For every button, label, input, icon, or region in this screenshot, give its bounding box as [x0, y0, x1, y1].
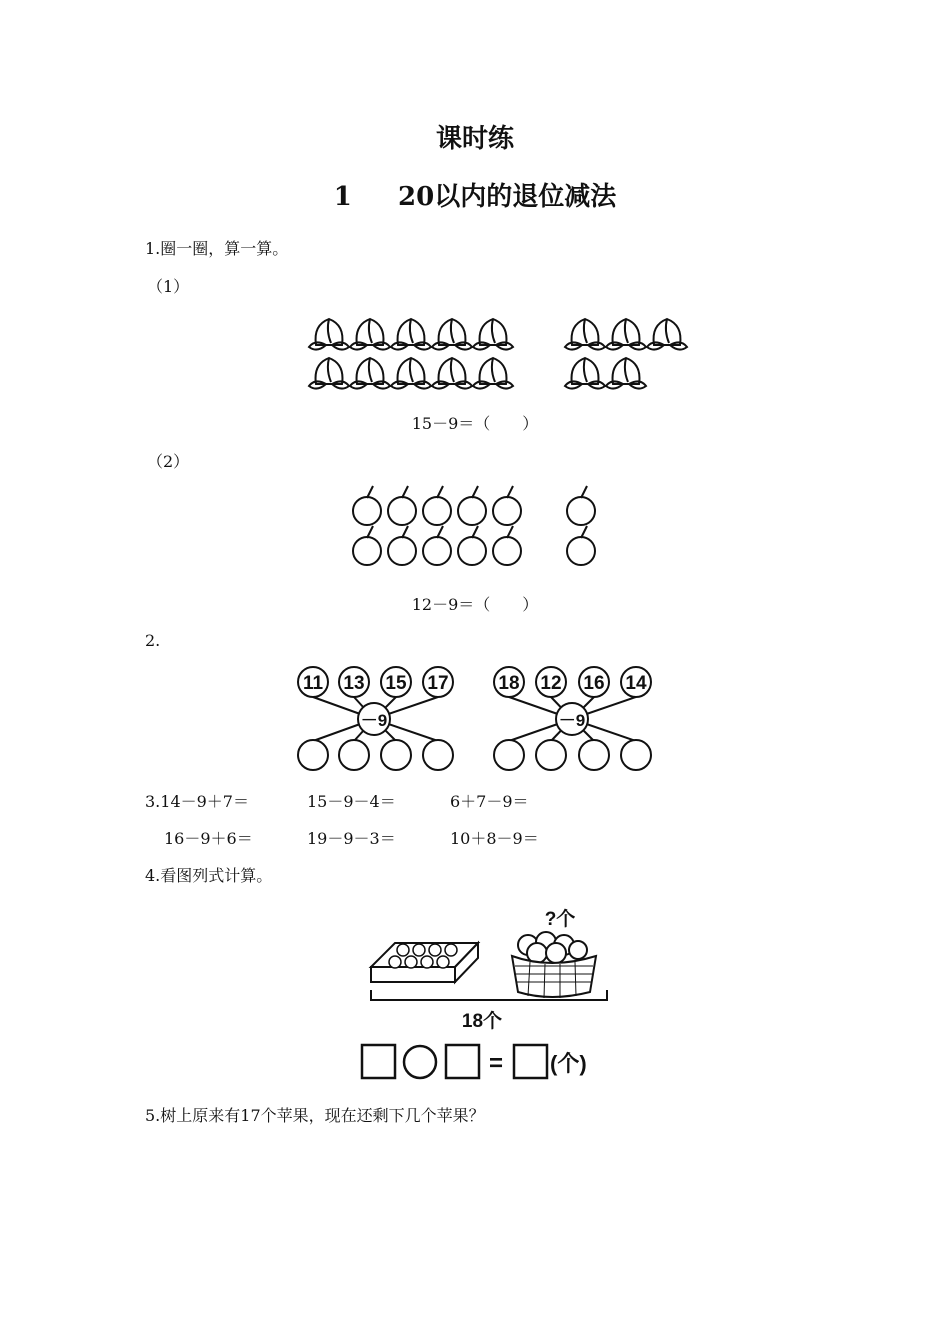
q3-expr: 6＋7－9＝ — [450, 792, 529, 811]
right-top-number: 16 — [583, 673, 605, 694]
left-top-number: 11 — [302, 673, 324, 694]
total-count-label: 18个 — [461, 1011, 503, 1032]
q3-expr: 3.14－9＋7＝ — [145, 792, 249, 811]
question-5-label: 5.树上原来有17个苹果，现在还剩下几个苹果？ — [145, 1106, 485, 1125]
answer-box-result[interactable] — [514, 1045, 547, 1078]
question-1-part-2-equation: 12－9＝（ ） — [411, 595, 539, 614]
left-top-number: 15 — [385, 673, 407, 694]
basket — [512, 932, 596, 997]
question-1-part-1-label: （1） — [147, 277, 190, 296]
unit-label: (个) — [550, 1051, 587, 1076]
q3-expr: 10＋8－9＝ — [450, 829, 539, 848]
worksheet-title: 课时练 — [435, 124, 514, 154]
right-top-number: 12 — [540, 673, 562, 694]
operator-answer-circle[interactable] — [404, 1046, 436, 1078]
box-front — [371, 967, 455, 982]
answer-box-2[interactable] — [446, 1045, 479, 1078]
lesson-name: 20以内的退位减法 — [398, 182, 617, 212]
q3-expr: 15－9－4＝ — [307, 792, 396, 811]
right-top-number: 14 — [625, 673, 647, 694]
left-operator: －9 — [360, 711, 388, 730]
left-top-number: 13 — [343, 673, 365, 694]
answer-box-1[interactable] — [362, 1045, 395, 1078]
q3-expr: 16－9＋6＝ — [164, 829, 253, 848]
unknown-count-label: ?个 — [544, 909, 576, 930]
right-operator: －9 — [558, 711, 586, 730]
right-top-number: 18 — [498, 673, 520, 694]
lesson-number: 1 — [333, 182, 352, 212]
question-1-part-2-label: （2） — [147, 452, 190, 471]
question-1-label: 1.圈一圈，算一算。 — [145, 239, 289, 258]
left-top-number: 17 — [427, 673, 449, 694]
question-4-label: 4.看图列式计算。 — [145, 866, 273, 885]
question-1-part-1-equation: 15－9＝（ ） — [411, 414, 539, 433]
question-2-label: 2. — [145, 631, 161, 650]
q3-expr: 19－9－3＝ — [307, 829, 396, 848]
equals-sign: = — [488, 1050, 504, 1077]
